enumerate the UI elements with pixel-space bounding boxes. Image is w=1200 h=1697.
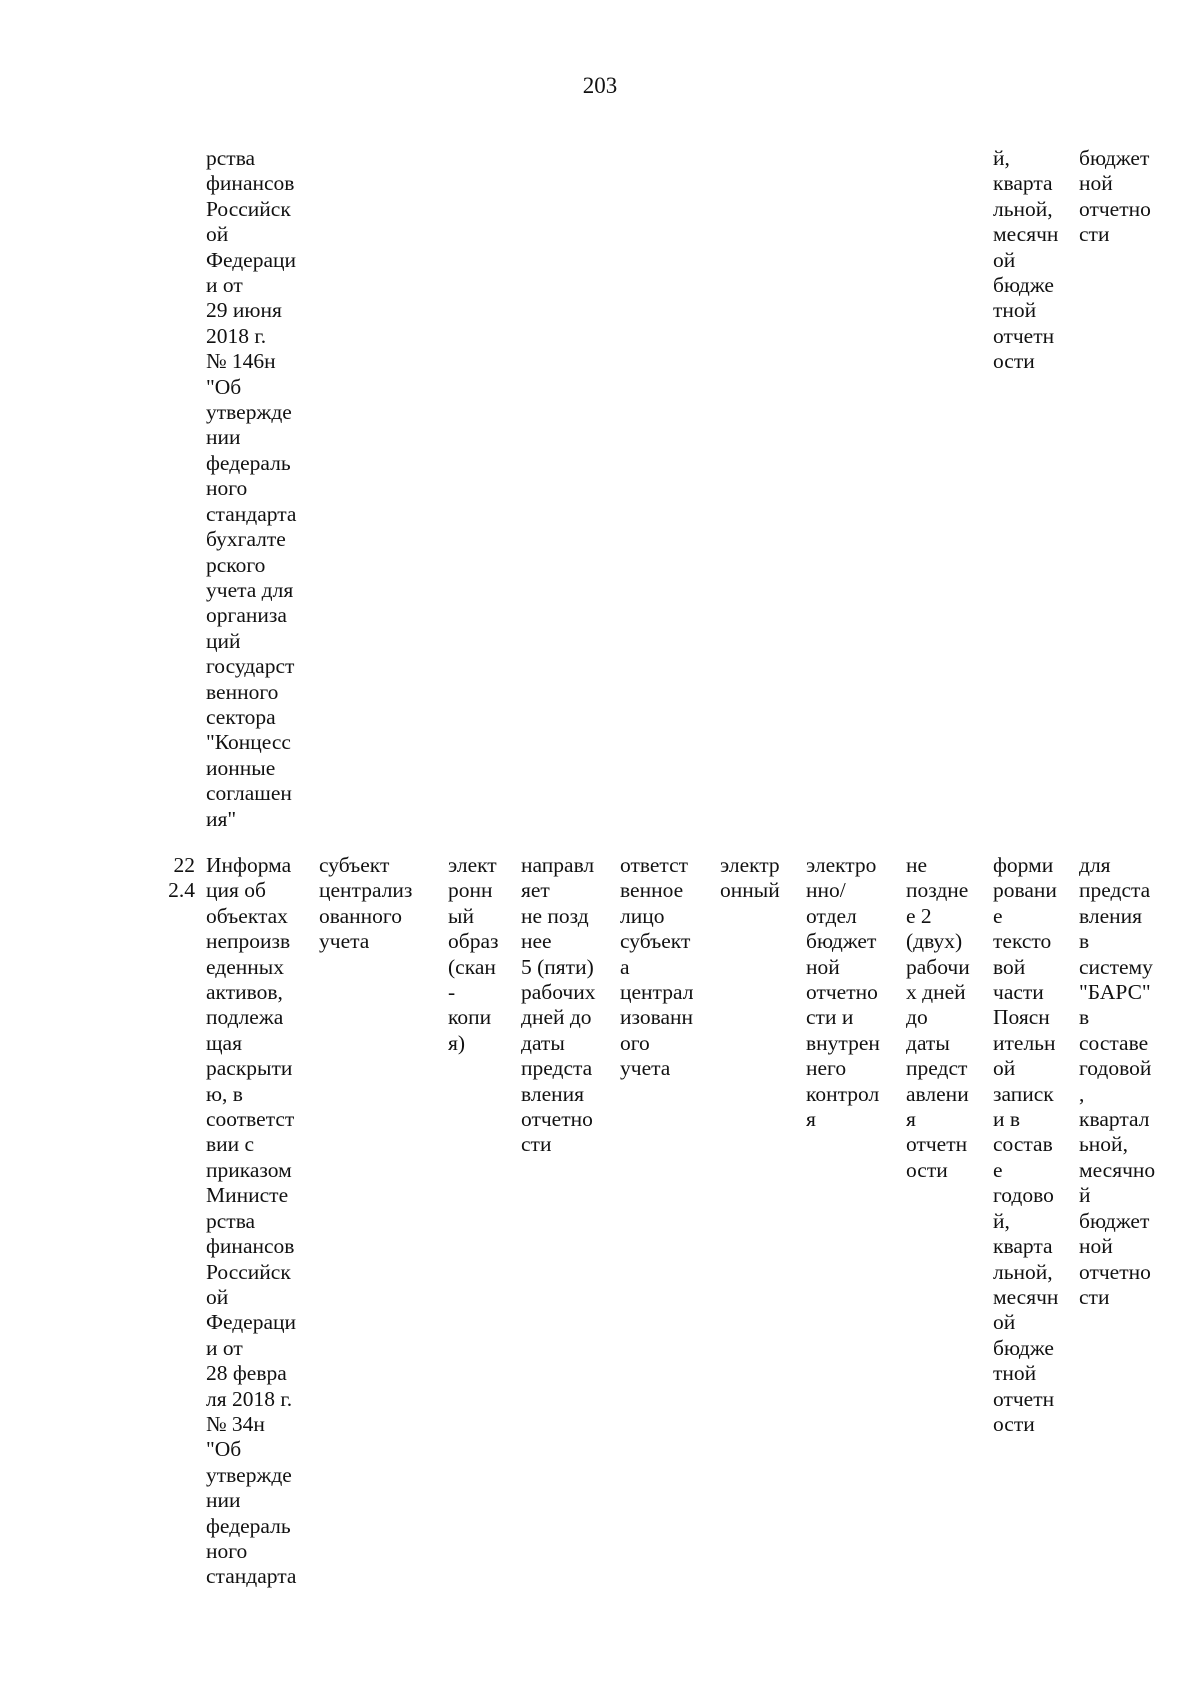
row-formation: форми ровани е тексто вой части Поясн ительн ой записк и в состав е годово й, кварта льной, месячн ой бюдже тной отчетн ости	[993, 853, 1059, 1436]
cont-document-text: рства финансов Российск ой Федераци и от 29 июня 2018 г. № 146н "Об утвержде нии федераль ного стандарта бухгалте рского учета для организа ций государст венного сектора "Концесс ионные соглашен ия"	[206, 146, 297, 831]
row-transfer: электр онный	[720, 853, 780, 903]
row-sender: субъект централиз ованного учета	[319, 853, 413, 954]
row-responsible: ответст венное лицо субъект а централ изованн ого учета	[620, 853, 694, 1081]
cont-formation-text: й, кварта льной, месячн ой бюдже тной отчетн ости	[993, 146, 1059, 374]
row-receiver: электро нно/ отдел бюджет ной отчетно сти и внутрен него контрол я	[806, 853, 880, 1132]
row-deadline-receive: не поздне е 2 (двух) рабочи х дней до даты предст авлени я отчетн ости	[906, 853, 970, 1182]
page-number: 203	[582, 73, 618, 98]
row-deadline-send: направл яет не позд нее 5 (пяти) рабочих дней до даты предста вления отчетно сти	[521, 853, 596, 1157]
row-format: элект ронн ый образ (скан - копи я)	[448, 853, 499, 1055]
row-document-text: Информа ция об объектах непроизв еденных активов, подлежа щая раскрыти ю, в соответст вии с приказом Министе рства финансов Российск ой Федераци и от 28 февра ля 2018 г. № 34н "Об утвержде нии федераль ного стандарта	[206, 853, 297, 1589]
cont-purpose-text: бюджет ной отчетно сти	[1079, 146, 1151, 247]
row-purpose: для предста вления в систему "БАРС" в составе годовой , квартал ьной, месячно й бюджет ной отчетно сти	[1079, 853, 1156, 1309]
row-number: 22 2.4	[168, 853, 195, 903]
